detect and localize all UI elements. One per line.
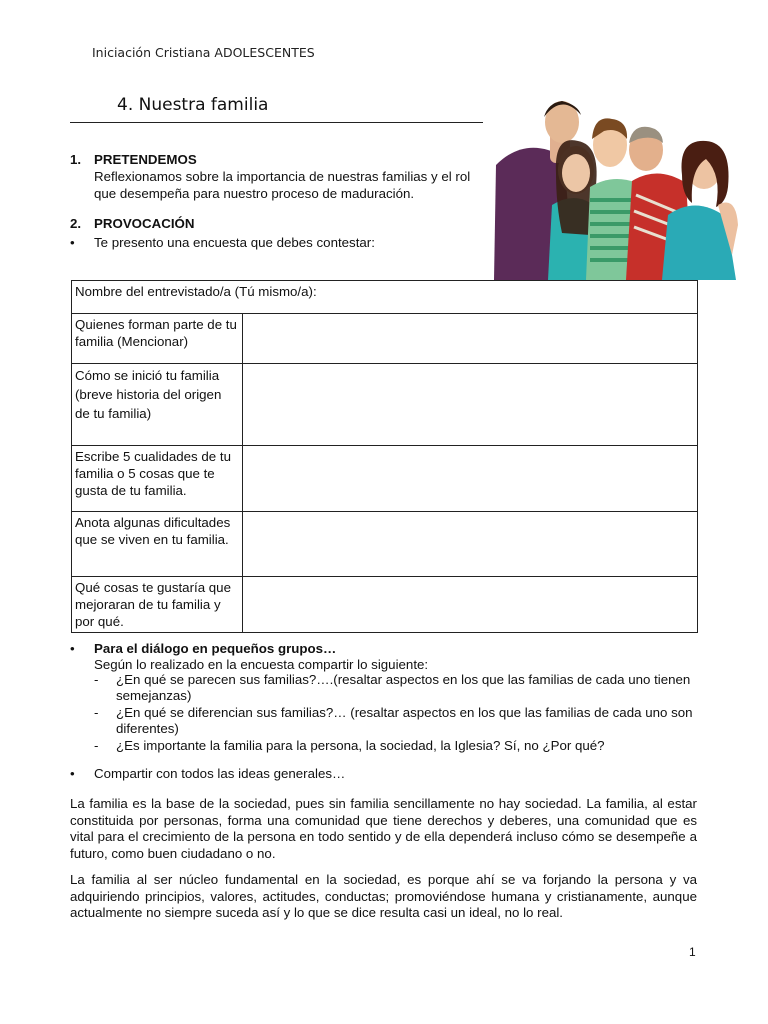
dialogue-intro: Según lo realizado en la encuesta compartir lo siguiente: [94,657,429,672]
survey-answer-field[interactable] [243,512,698,577]
section-2-title: PROVOCACIÓN [94,216,195,231]
bullet-icon: • [70,235,75,250]
list-item: - ¿En qué se diferencian sus familias?… (resaltar aspectos en los que las familias de cada uno son diferentes) [94,705,693,736]
section-2-heading [70,215,194,232]
survey-answer-field[interactable] [243,364,698,446]
section-1-title: PRETENDEMOS [94,152,197,167]
list-item-text: ¿Es importante la familia para la persona, la sociedad, la Iglesia? Sí, no ¿Por qué? [116,738,605,753]
survey-question: Cómo se inició tu familia (breve historia del origen de tu familia) [72,364,243,446]
title-underline [70,122,483,123]
dialogue-bullet [70,640,336,657]
section-1-number: 1. [70,152,82,167]
survey-answer-field[interactable] [243,446,698,512]
paragraph: La familia al ser núcleo fundamental en la sociedad, es porque ahí se va forjando la persona y va adquiriendo principios, valores, actitudes, conductas; promoviéndose humana y cristianamente, aunque actualmente no siempre suceda así y lo que se dice resulta casi un ideal, no lo real. [70,872,697,920]
bullet-icon: • [70,766,75,781]
page-number: 1 [689,945,696,959]
section-2-number: 2. [70,216,82,231]
survey-question: Qué cosas te gustaría que mejoraran de tu familia y por qué. [72,577,243,633]
section-1-body: Reflexionamos sobre la importancia de nuestras familias y el rol que desempeña para nuestro proceso de maduración. [94,169,471,201]
survey-table [71,280,698,633]
list-item: - ¿Es importante la familia para la persona, la sociedad, la Iglesia? Sí, no ¿Por qué? [94,738,605,753]
section-1-heading [70,151,197,168]
list-item: - ¿En qué se parecen sus familias?….(resaltar aspectos en los que las familias de cada uno tienen semejanzas) [94,672,691,703]
survey-question: Anota algunas dificultades que se viven en tu familia. [72,512,243,577]
survey-answer-field[interactable] [243,577,698,633]
survey-question: Quienes forman parte de tu familia (Mencionar) [72,314,243,364]
list-item-text: ¿En qué se diferencian sus familias?… (resaltar aspectos en los que las familias de cada uno son diferentes) [116,705,693,736]
section-2-bullet-text: Te presento una encuesta que debes contestar: [94,235,375,250]
share-bullet [70,765,345,782]
survey-answer-field[interactable] [243,314,698,364]
dialogue-heading: Para el diálogo en pequeños grupos… [94,641,337,656]
document-header: Iniciación Cristiana ADOLESCENTES [92,45,315,60]
section-2-bullet [70,234,375,251]
survey-name-field[interactable]: Nombre del entrevistado/a (Tú mismo/a): [72,281,698,314]
share-bullet-text: Compartir con todos las ideas generales… [94,766,346,781]
page-title: 4. Nuestra familia [117,95,269,115]
dialogue-list [94,672,714,755]
list-item-text: ¿En qué se parecen sus familias?….(resaltar aspectos en los que las familias de cada uno tienen semejanzas) [116,672,691,703]
bullet-icon: • [70,641,75,656]
family-photo [486,95,745,280]
paragraph: La familia es la base de la sociedad, pues sin familia sencillamente no hay sociedad. La familia, al estar constituida por personas, forma una comunidad que tiene derechos y deberes, una comunidad que es vital para el crecimiento de la persona en todo sentido y de ella dependerá incluso cómo se desempeñe a futuro, como buen ciudadano o no. [70,796,697,861]
survey-question: Escribe 5 cualidades de tu familia o 5 cosas que te gusta de tu familia. [72,446,243,512]
